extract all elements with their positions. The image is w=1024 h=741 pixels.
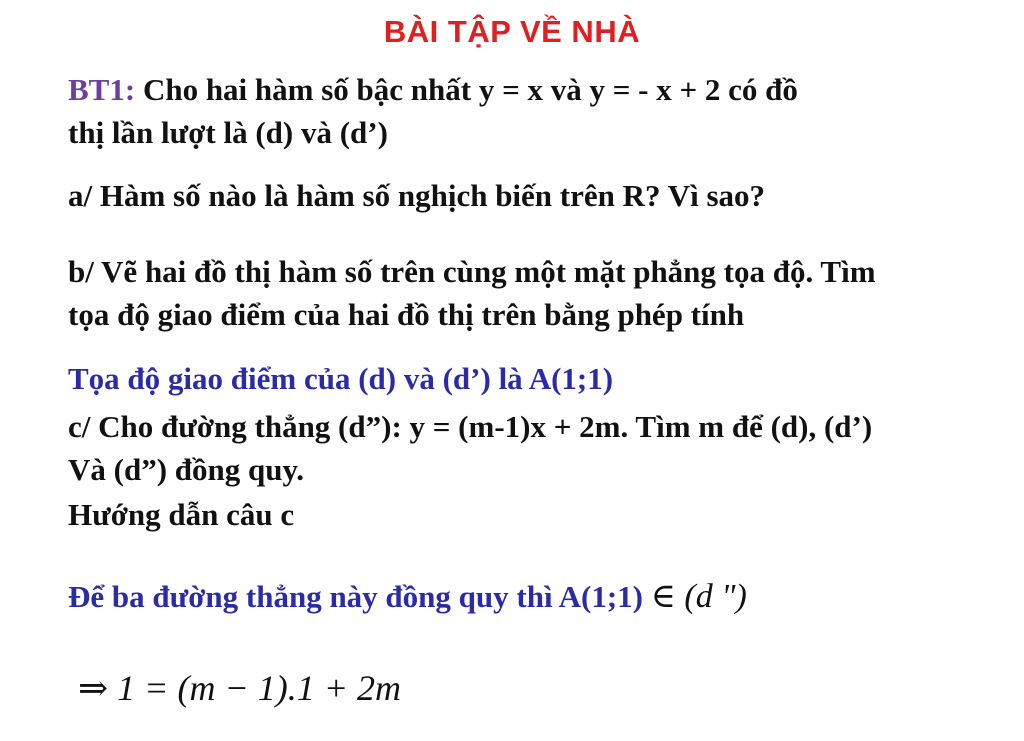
line-d-double-prime: (d ") <box>684 578 747 615</box>
part-a: a/ Hàm số nào là hàm số nghịch biến trên R? Vì sao? <box>68 178 766 213</box>
bt1-label: BT1: <box>68 72 136 107</box>
part-c-guide: Hướng dẫn câu c <box>68 497 295 532</box>
bt1-line-2: thị lần lượt là (d) và (d’) <box>68 115 388 150</box>
implication-line <box>78 664 401 712</box>
element-of-symbol: ∈ <box>650 578 676 615</box>
part-c-line-1: c/ Cho đường thẳng (d”): y = (m-1)x + 2m. Tìm m để (d), (d’) <box>68 409 873 444</box>
bt1-statement-1: Cho hai hàm số bậc nhất y = x và y = - x + 2 có đồ <box>135 72 798 107</box>
part-c-line-2: Và (d”) đồng quy. <box>68 452 305 487</box>
part-b-line-1: b/ Vẽ hai đồ thị hàm số trên cùng một mặt phẳng tọa độ. Tìm <box>68 254 876 289</box>
membership-expression <box>651 578 747 615</box>
implies-symbol: ⇒ <box>78 668 109 708</box>
implication-equation: 1 = (m − 1).1 + 2m <box>117 668 402 708</box>
slide-title: BÀI TẬP VỀ NHÀ <box>383 14 641 49</box>
bt1-line-1 <box>68 70 798 110</box>
part-b-line-2: tọa độ giao điểm của hai đồ thị trên bằng phép tính <box>68 297 745 332</box>
answer-b: Tọa độ giao điểm của (d) và (d’) là A(1;1) <box>68 361 614 396</box>
concurrency-text: Để ba đường thẳng này đồng quy thì A(1;1) <box>68 579 643 614</box>
concurrency-line <box>68 577 747 617</box>
